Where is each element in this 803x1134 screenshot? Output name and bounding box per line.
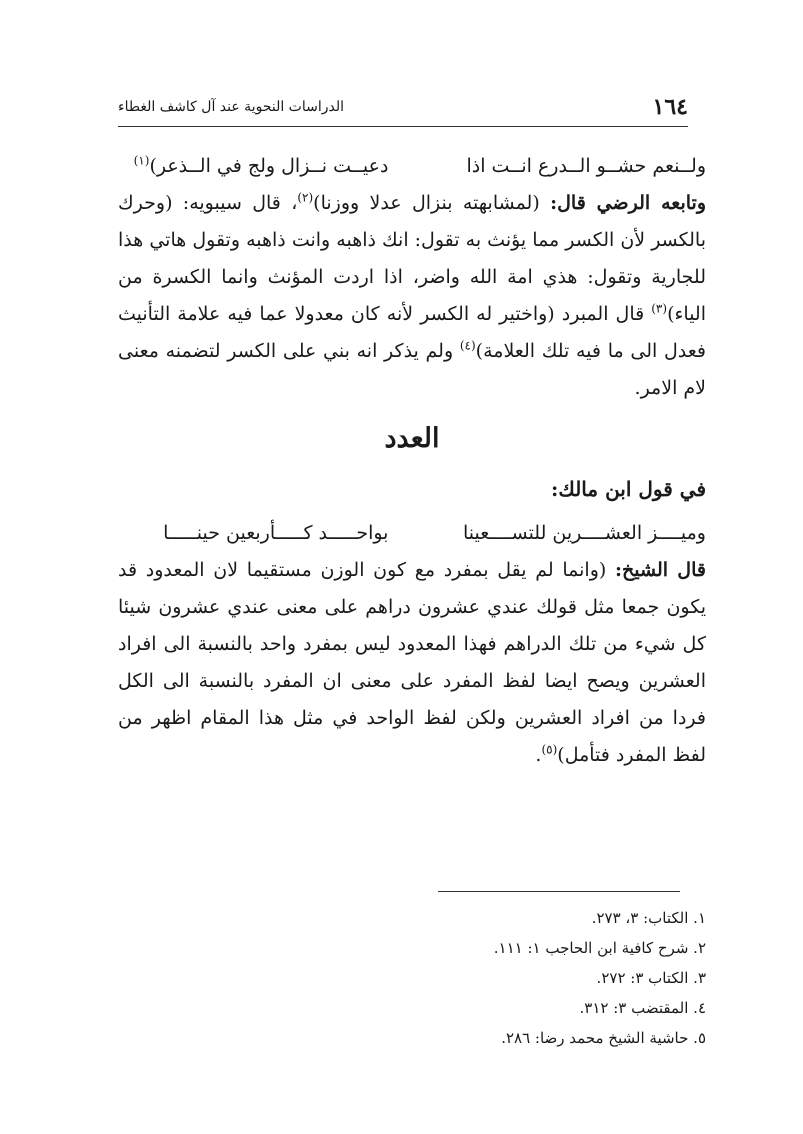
footnote-4: ٤. المقتضب ٣: ٣١٢. <box>579 999 706 1017</box>
sub-heading: في قول ابن مالك: <box>550 477 706 501</box>
page-number: ١٦٤ <box>652 94 688 120</box>
footnote-ref-4: (٤) <box>459 338 476 353</box>
running-title: الدراسات النحوية عند آل كاشف الغطاء <box>118 99 345 115</box>
footnote-2: ٢. شرح كافية ابن الحاجب ١: ١١١. <box>493 939 706 957</box>
verse-1 <box>118 148 706 185</box>
paragraph-2 <box>118 552 706 774</box>
paragraph-1-text-b: ، قال سيبويه: (وحرك بالكسر لأن الكسر مما يؤنث به تقول: انك ذاهبه وانت ذاهبه وتقول هاتي هذا للجارية وتقول: هذي امة الله واضر، اذا اردت المؤنث وانما الكسرة من الياء) <box>118 192 706 325</box>
footnote-rule <box>438 891 680 892</box>
verse-2-second-half: بواحـــــد كـــــأربعين حينـــــا <box>163 522 389 544</box>
paragraph-1-text-a: (لمشابهته بنزال عدلا ووزنا) <box>313 192 551 214</box>
verse-1-second-half-wrap <box>118 148 388 185</box>
paragraph-1-lead: وتابعه الرضي قال: <box>550 192 706 214</box>
footnote-3: ٣. الكتاب ٣: ٢٧٢. <box>596 969 706 987</box>
header-rule <box>118 126 688 127</box>
page-body <box>118 148 706 774</box>
paragraph-1-text-d: ولم يذكر انه بني على الكسر لتضمنه معنى لام الامر. <box>118 340 706 399</box>
paragraph-2-lead: قال الشيخ: <box>615 559 706 581</box>
footnote-ref-2: (٢) <box>297 190 314 205</box>
footnote-ref-1: (١) <box>133 153 150 168</box>
section-heading: العدد <box>384 423 440 454</box>
paragraph-2-text-a: (وانما لم يقل بمفرد مع كون الوزن مستقيما لان المعدود قد يكون جمعا مثل قولك عندي عشرون دراهم على معنى عندي عشرون شيئا كل شيء من تلك الدراهم فهذا المعدود ليس بمفرد واحد بالنسبة الى افراد العشرين ويصح ايضا لفظ المفرد على معنى ان المفرد بالنسبة الى الكل فردا من افراد العشرين ولكن لفظ الواحد في مثل هذا المقام اظهر من لفظ المفرد فتأمل) <box>118 559 706 766</box>
footnote-5: ٥. حاشية الشيخ محمد رضا: ٢٨٦. <box>501 1029 706 1047</box>
footnote-1: ١. الكتاب: ٣، ٢٧٣. <box>591 909 706 927</box>
paragraph-2-text-b: . <box>535 744 542 766</box>
verse-1-second-half: دعيــت نــزال ولج في الــذعر) <box>149 155 389 177</box>
page-header <box>118 92 688 122</box>
verse-1-first-half: ولــنعم حشــو الــدرع انــت اذا <box>466 155 706 177</box>
verse-2 <box>118 515 706 552</box>
paragraph-1 <box>118 185 706 407</box>
verse-2-first-half: وميــــز العشــــرين للتســــعينا <box>462 522 706 544</box>
paragraph-1-text-c: قال المبرد (واختير له الكسر لأنه كان معدولا عما فيه علامة التأنيث فعدل الى ما فيه تلك العلامة) <box>118 303 706 362</box>
footnote-ref-5: (٥) <box>541 742 558 757</box>
footnote-ref-3: (٣) <box>651 301 668 316</box>
footnotes <box>300 903 706 1053</box>
